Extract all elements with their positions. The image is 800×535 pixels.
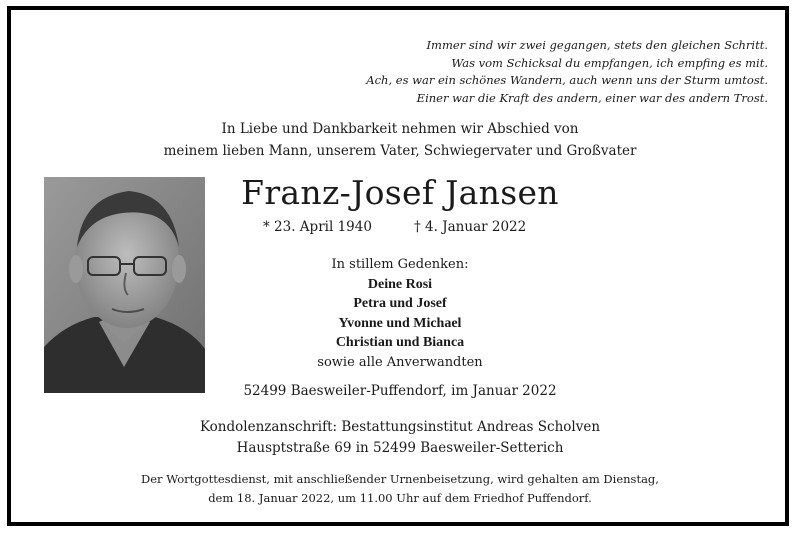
place-date: 52499 Baesweiler-Puffendorf, im Januar 2022: [243, 383, 557, 399]
poem: [248, 37, 768, 107]
intro-line: In Liebe und Dankbarkeit nehmen wir Abschied von: [221, 121, 579, 137]
condolence-line: Hausptstraße 69 in 52499 Baesweiler-Setterich: [236, 440, 564, 456]
mourners-heading: In stillem Gedenken:: [331, 257, 469, 272]
mourners-closing: sowie alle Anverwandten: [317, 354, 483, 370]
mourner-name: Petra und Josef: [353, 296, 447, 311]
intro-text: [0, 118, 800, 162]
portrait-image: [44, 177, 205, 393]
mourner-name: Christian und Bianca: [335, 335, 465, 350]
poem-line: Was vom Schicksal du empfangen, ich empfing es mit.: [451, 55, 768, 70]
service-line: dem 18. Januar 2022, um 11.00 Uhr auf dem Friedhof Puffendorf.: [208, 491, 592, 505]
condolence-address: [0, 417, 800, 459]
mourner-name: Yvonne und Michael: [338, 315, 462, 331]
mourner-name: Deine Rosi: [367, 276, 433, 292]
service-info: [0, 470, 800, 508]
poem-line: Immer sind wir zwei gegangen, stets den gleichen Schritt.: [426, 38, 768, 52]
mourners-block: [200, 255, 600, 372]
service-line: Der Wortgottesdienst, mit anschließender Urnenbeisetzung, wird gehalten am Dienstag,: [141, 472, 659, 486]
poem-line: Ach, es war ein schönes Wandern, auch wenn uns der Sturm umtost.: [366, 73, 768, 87]
deceased-name: Franz-Josef Jansen: [241, 173, 559, 212]
portrait-photo: [44, 177, 205, 393]
birth-date: * 23. April 1940: [263, 219, 372, 235]
death-date: † 4. Januar 2022: [414, 219, 527, 235]
intro-line: meinem lieben Mann, unserem Vater, Schwiegervater und Großvater: [163, 143, 637, 159]
poem-line: Einer war die Kraft des andern, einer war des andern Trost.: [416, 90, 768, 105]
condolence-line: Kondolenzanschrift: Bestattungsinstitut Andreas Scholven: [199, 419, 601, 435]
